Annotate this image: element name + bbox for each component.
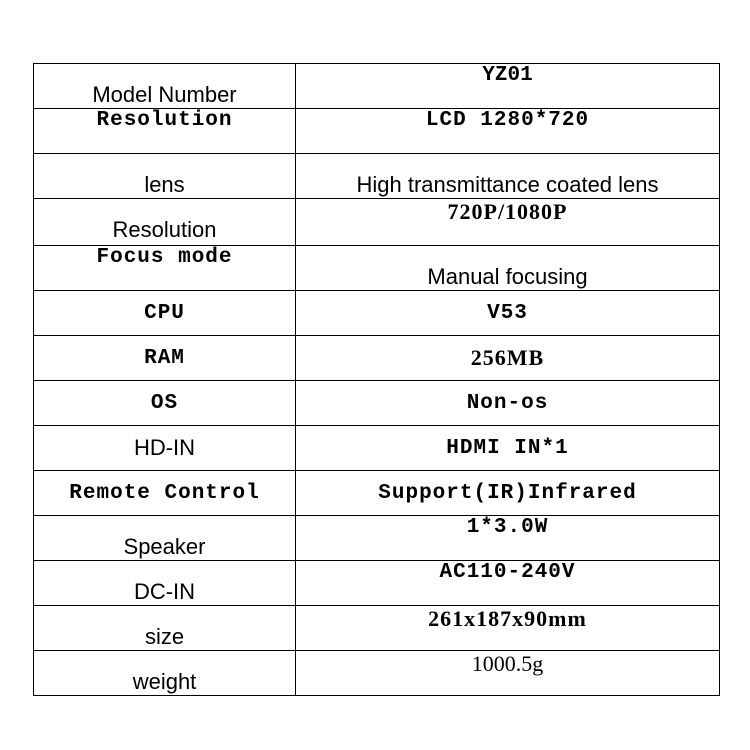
spec-value: 1*3.0W <box>296 516 720 561</box>
spec-value: 1000.5g <box>296 651 720 696</box>
spec-label: lens <box>34 154 296 199</box>
spec-label: size <box>34 606 296 651</box>
spec-label: HD-IN <box>34 426 296 471</box>
table-row <box>34 199 720 246</box>
spec-value: V53 <box>296 291 720 336</box>
table-row <box>34 606 720 651</box>
table-row <box>34 291 720 336</box>
table-row <box>34 426 720 471</box>
spec-value: High transmittance coated lens <box>296 154 720 199</box>
spec-label: Resolution <box>34 109 296 154</box>
spec-value: Non-os <box>296 381 720 426</box>
spec-label: RAM <box>34 336 296 381</box>
table-row <box>34 64 720 109</box>
table-row <box>34 336 720 381</box>
spec-value: HDMI IN*1 <box>296 426 720 471</box>
spec-label: Resolution <box>34 199 296 246</box>
spec-value: LCD 1280*720 <box>296 109 720 154</box>
spec-label: Model Number <box>34 64 296 109</box>
spec-table <box>33 63 720 696</box>
table-row <box>34 471 720 516</box>
table-row <box>34 561 720 606</box>
table-row <box>34 109 720 154</box>
spec-value: 256MB <box>296 336 720 381</box>
table-row <box>34 381 720 426</box>
table-row <box>34 246 720 291</box>
spec-label: weight <box>34 651 296 696</box>
table-row <box>34 651 720 696</box>
spec-value: Manual focusing <box>296 246 720 291</box>
spec-label: Speaker <box>34 516 296 561</box>
spec-label: Remote Control <box>34 471 296 516</box>
spec-value: 261x187x90mm <box>296 606 720 651</box>
spec-value: AC110-240V <box>296 561 720 606</box>
table-row <box>34 516 720 561</box>
spec-value: Support(IR)Infrared <box>296 471 720 516</box>
table-row <box>34 154 720 199</box>
spec-label: CPU <box>34 291 296 336</box>
spec-label: DC-IN <box>34 561 296 606</box>
spec-value: 720P/1080P <box>296 199 720 246</box>
spec-label: OS <box>34 381 296 426</box>
spec-label: Focus mode <box>34 246 296 291</box>
spec-value: YZ01 <box>296 64 720 109</box>
